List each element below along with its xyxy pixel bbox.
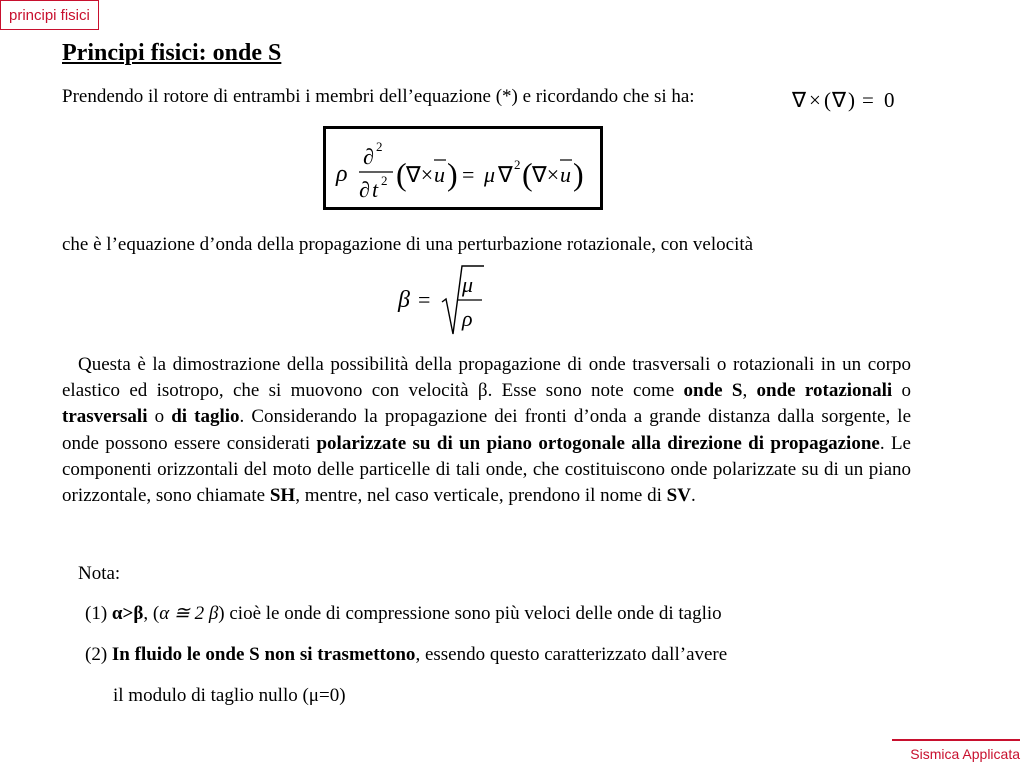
- section-tag: principi fisici: [0, 0, 99, 30]
- svg-text:ρ: ρ: [336, 161, 348, 187]
- svg-text:∇: ∇: [498, 162, 513, 187]
- note-1: (1) α>β, (α ≅ 2 β) cioè le onde di compressione sono più veloci delle onde di taglio: [85, 603, 722, 624]
- footer-label: Sismica Applicata: [892, 739, 1020, 762]
- slide-title: Principi fisici: onde S: [62, 40, 282, 66]
- svg-text:t: t: [372, 177, 379, 202]
- svg-text:2: 2: [514, 157, 521, 172]
- svg-text:×: ×: [809, 88, 821, 112]
- wave-equation-formula: [326, 129, 600, 207]
- svg-text:2: 2: [381, 173, 388, 188]
- wave-equation-box: [323, 126, 603, 210]
- svg-text:∇×: ∇×: [532, 162, 560, 187]
- svg-text:=: =: [462, 162, 475, 187]
- intro-text: Prendendo il rotore di entrambi i membri dell’equazione (*) e ricordando che si ha:: [62, 86, 695, 107]
- term-onde-rotazionali: onde rotazionali: [756, 380, 893, 402]
- svg-text:β: β: [398, 287, 410, 313]
- svg-text:): ): [848, 88, 855, 112]
- svg-text:(: (: [824, 88, 831, 112]
- term-sh: SH: [269, 485, 296, 507]
- svg-text:ρ: ρ: [462, 306, 473, 331]
- svg-text:∇: ∇: [792, 88, 807, 112]
- note-2-continuation: il modulo di taglio nullo (μ=0): [113, 685, 346, 706]
- velocity-formula: [396, 262, 492, 338]
- svg-text:=: =: [418, 287, 431, 312]
- continuation-text: che è l’equazione d’onda della propagazione di una perturbazione rotazionale, con velocità: [62, 234, 754, 255]
- note-label: Nota:: [78, 563, 121, 584]
- term-sv: SV: [666, 485, 691, 507]
- svg-text:2: 2: [376, 139, 383, 154]
- svg-text:μ: μ: [462, 272, 474, 297]
- svg-text:(: (: [396, 156, 407, 192]
- svg-text:∂: ∂: [359, 177, 370, 202]
- main-paragraph: Questa è la dimostrazione della possibilità della propagazione di onde trasversali o rotazionali in un corpo elastico ed isotropo, che si muovono con velocità β. Esse sono note come onde S, onde rotazionali o trasversali o di taglio. Considerando la propagazione dei fronti d’onda a grande distanza dalla sorgente, le onde possono essere considerati polarizzate su di un piano ortogonale alla direzione di propagazione. Le componenti orizzontali del moto delle particelle di tali onde, che costituiscono onde polarizzate su di un piano orizzontale, sono chiamate SH, mentre, nel caso verticale, prendono il nome di SV.: [62, 354, 912, 507]
- curl-identity-formula: [792, 86, 912, 116]
- svg-text:u: u: [560, 162, 571, 187]
- svg-text:μ: μ: [484, 162, 496, 187]
- svg-text:): ): [573, 156, 584, 192]
- svg-text:(: (: [522, 156, 533, 192]
- svg-text:∇: ∇: [832, 88, 847, 112]
- term-trasversali: trasversali: [62, 406, 148, 428]
- svg-text:): ): [447, 156, 458, 192]
- svg-text:u: u: [434, 162, 445, 187]
- svg-text:∇×: ∇×: [406, 162, 434, 187]
- term-onde-s: onde S: [683, 380, 743, 402]
- note-2: (2) In fluido le onde S non si trasmettono, essendo questo caratterizzato dall’avere: [85, 644, 728, 665]
- svg-text:=: =: [862, 88, 874, 112]
- svg-text:∂: ∂: [363, 144, 374, 169]
- term-di-taglio: di taglio: [171, 406, 240, 428]
- term-polarizzate: polarizzate su di un piano ortogonale alla direzione di propagazione: [316, 432, 880, 454]
- svg-text:0: 0: [884, 88, 895, 112]
